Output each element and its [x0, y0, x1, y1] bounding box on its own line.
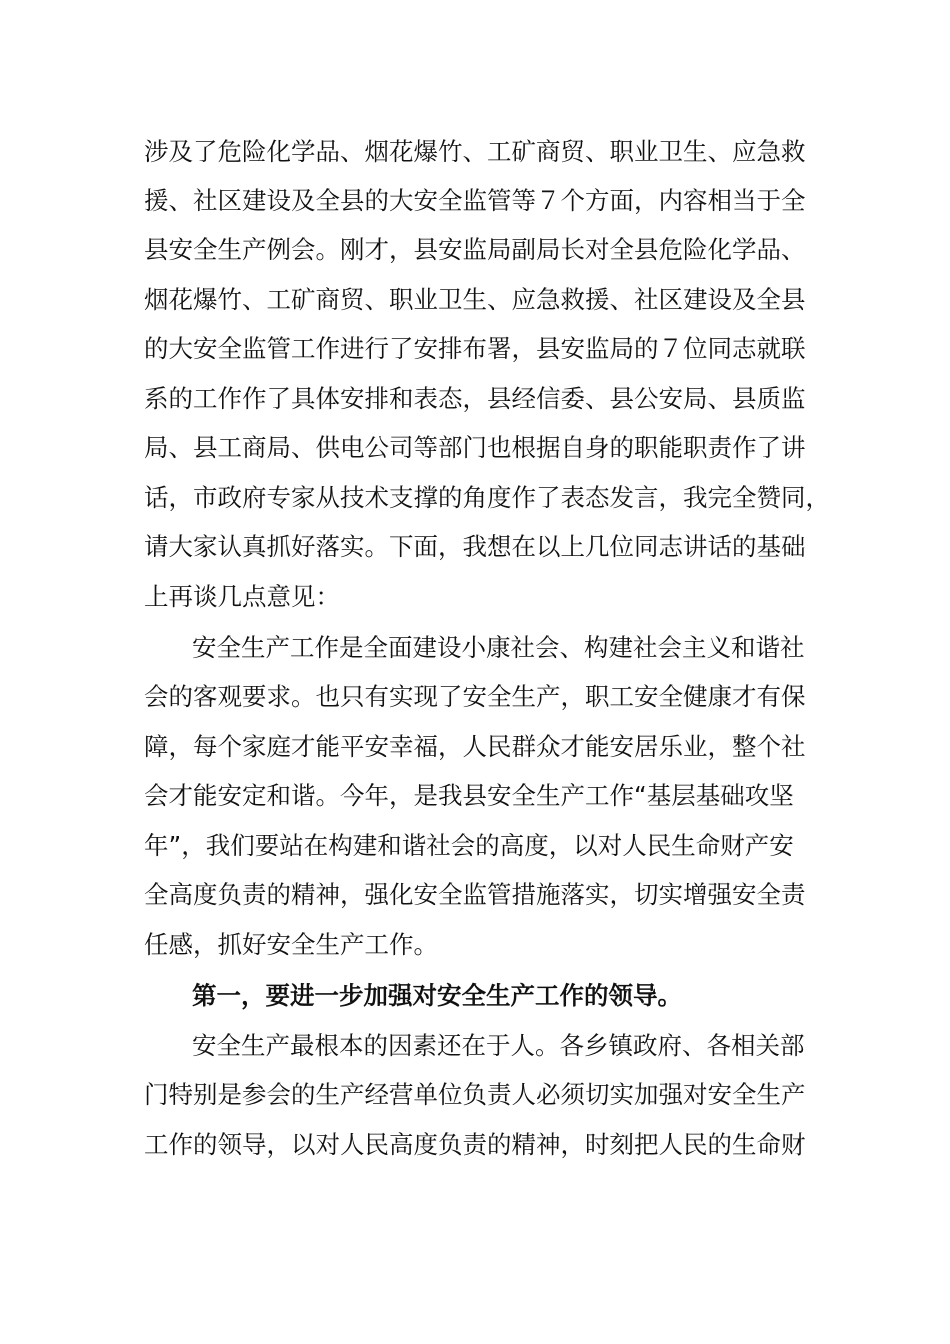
text-line: 年”，我们要站在构建和谐社会的高度，以对人民生命财产安: [144, 831, 794, 860]
text-line: 任感，抓好安全生产工作。: [144, 930, 438, 959]
text-line: 全高度负责的精神，强化安全监管措施落实，切实增强安全责: [144, 880, 806, 909]
text-line: 上再谈几点意见：: [144, 582, 340, 611]
text-line: 系的工作作了具体安排和表态，县经信委、县公安局、县质监: [144, 384, 806, 413]
paragraph-first-line: 安全生产最根本的因素还在于人。各乡镇政府、各相关部: [192, 1031, 805, 1060]
text-line: 会的客观要求。也只有实现了安全生产，职工安全健康才有保: [144, 682, 806, 711]
text-line: 局、县工商局、供电公司等部门也根据自身的职能职责作了讲: [144, 433, 806, 462]
text-line: 工作的领导，以对人民高度负责的精神，时刻把人民的生命财: [144, 1130, 806, 1159]
text-line: 会才能安定和谐。今年，是我县安全生产工作“基层基础攻坚: [144, 781, 794, 810]
text-line: 援、社区建设及全县的大安全监管等７个方面，内容相当于全: [144, 186, 806, 215]
section-heading: 第一，要进一步加强对安全生产工作的领导。: [192, 981, 682, 1010]
text-line: 涉及了危险化学品、烟花爆竹、工矿商贸、职业卫生、应急救: [144, 137, 806, 166]
paragraph-first-line: 安全生产工作是全面建设小康社会、构建社会主义和谐社: [192, 633, 805, 662]
text-line: 请大家认真抓好落实。下面，我想在以上几位同志讲话的基础: [144, 532, 806, 561]
text-line: 的大安全监管工作进行了安排布署，县安监局的７位同志就联: [144, 334, 806, 363]
text-line: 障，每个家庭才能平安幸福，人民群众才能安居乐业，整个社: [144, 732, 806, 761]
text-line: 烟花爆竹、工矿商贸、职业卫生、应急救援、社区建设及全县: [144, 285, 806, 314]
text-line: 门特别是参会的生产经营单位负责人必须切实加强对安全生产: [144, 1080, 806, 1109]
text-line: 话，市政府专家从技术支撑的角度作了表态发言，我完全赞同，: [144, 483, 830, 512]
text-line: 县安全生产例会。刚才，县安监局副局长对全县危险化学品、: [144, 235, 806, 264]
